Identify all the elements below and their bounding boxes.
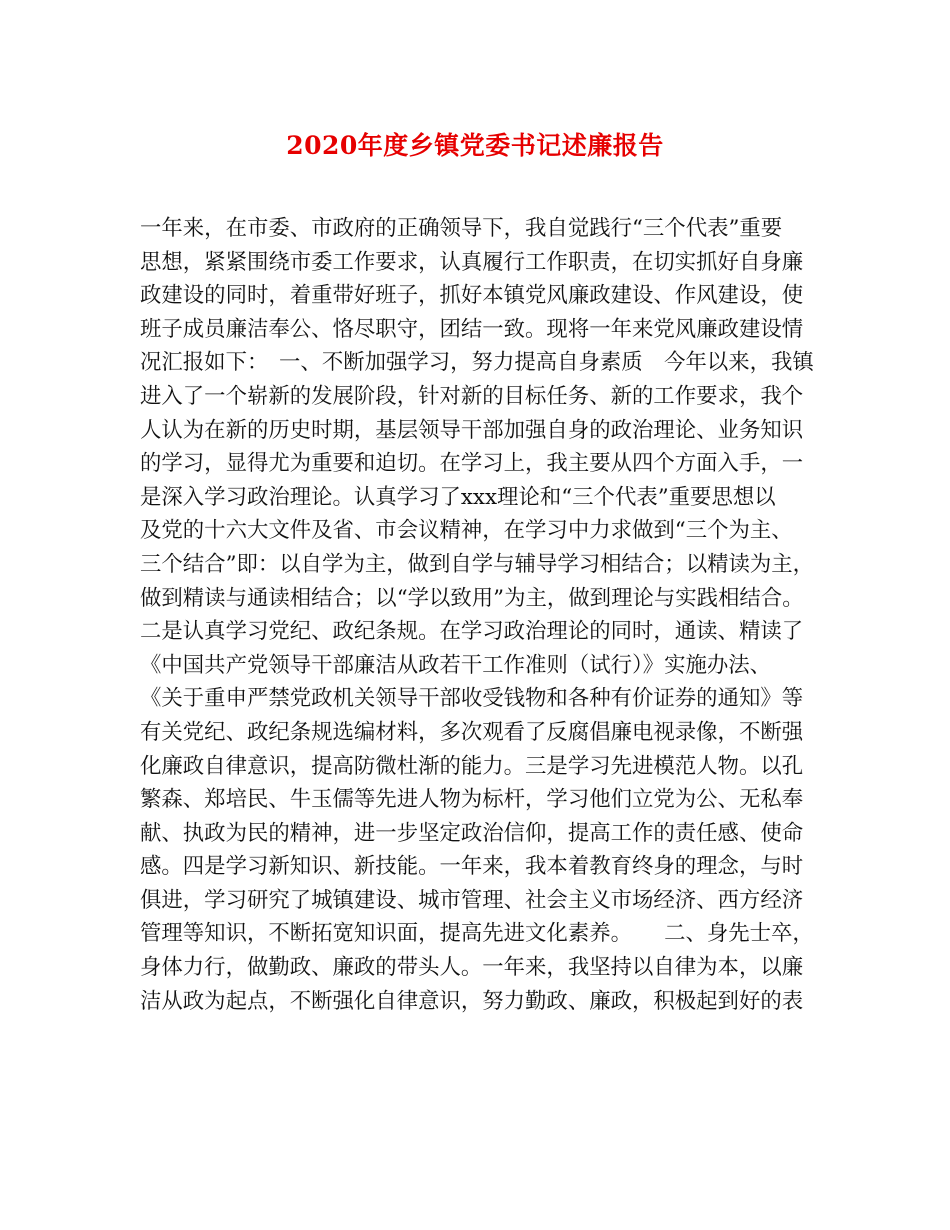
body-line: 进入了一个崭新的发展阶段，针对新的目标任务、新的工作要求，我个 (140, 383, 804, 409)
document-body (140, 212, 830, 1018)
body-line: 人认为在新的历史时期，基层领导干部加强自身的政治理论、业务知识 (140, 417, 804, 443)
body-line: 感。四是学习新知识、新技能。一年来，我本着教育终身的理念，与时 (140, 854, 804, 880)
body-line: 三个结合”即：以自学为主，做到自学与辅导学习相结合；以精读为主， (140, 551, 815, 577)
body-line: 管理等知识，不断拓宽知识面，提高先进文化素养。 二、身先士卒， (140, 921, 814, 947)
document-title: 2020年度乡镇党委书记述廉报告 (286, 131, 664, 160)
body-line: 思想，紧紧围绕市委工作要求，认真履行工作职责，在切实抓好自身廉 (140, 249, 804, 275)
body-line: 做到精读与通读相结合；以“学以致用”为主，做到理论与实践相结合。 (140, 585, 804, 611)
body-line: 是深入学习政治理论。认真学习了xxx理论和“三个代表”重要思想以 (140, 484, 776, 510)
body-line: 俱进，学习研究了城镇建设、城市管理、社会主义市场经济、西方经济 (140, 887, 804, 913)
body-line: 一年来，在市委、市政府的正确领导下，我自觉践行“三个代表”重要 (140, 216, 783, 241)
body-line: 政建设的同时，着重带好班子，抓好本镇党风廉政建设、作风建设，使 (140, 283, 804, 309)
body-line: 化廉政自律意识，提高防微杜渐的能力。三是学习先进模范人物。以孔 (140, 753, 804, 779)
body-line: 的学习，显得尤为重要和迫切。在学习上，我主要从四个方面入手，一 (140, 451, 804, 477)
body-line: 《关于重申严禁党政机关领导干部收受钱物和各种有价证券的通知》等 (140, 686, 804, 712)
body-line: 繁森、郑培民、牛玉儒等先进人物为标杆，学习他们立党为公、无私奉 (140, 787, 804, 813)
body-line: 况汇报如下： 一、不断加强学习，努力提高自身素质 今年以来，我镇 (140, 350, 814, 376)
body-line: 有关党纪、政纪条规选编材料，多次观看了反腐倡廉电视录像，不断强 (140, 719, 804, 745)
body-line: 身体力行，做勤政、廉政的带头人。一年来，我坚持以自律为本，以廉 (140, 955, 804, 981)
body-line: 洁从政为起点，不断强化自律意识，努力勤政、廉政，积极起到好的表 (140, 988, 804, 1014)
body-line: 二是认真学习党纪、政纪条规。在学习政治理论的同时，通读、精读了 (140, 619, 804, 645)
body-line: 献、执政为民的精神，进一步坚定政治信仰，提高工作的责任感、使命 (140, 820, 804, 846)
body-line: 及党的十六大文件及省、市会议精神，在学习中力求做到“三个为主、 (140, 518, 793, 544)
body-line: 《中国共产党领导干部廉洁从政若干工作准则（试行）》实施办法、 (140, 652, 772, 678)
body-line: 班子成员廉洁奉公、恪尽职守，团结一致。现将一年来党风廉政建设情 (140, 316, 804, 342)
